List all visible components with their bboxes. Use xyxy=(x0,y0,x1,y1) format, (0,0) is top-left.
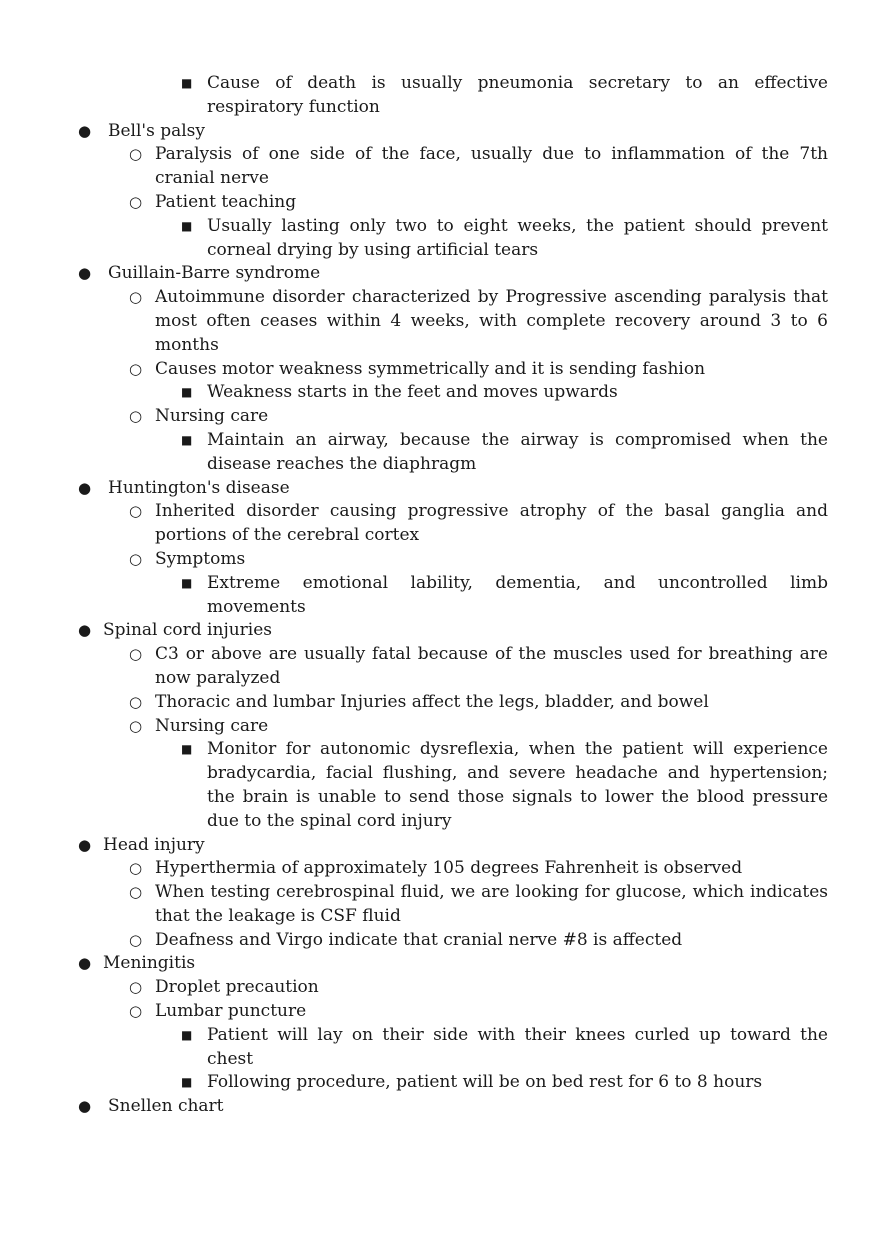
list-item-text: Extreme emotional lability, dementia, and uncontrolled limb movements xyxy=(207,572,828,617)
circle-bullet-icon: ○ xyxy=(129,407,143,426)
list-item xyxy=(181,1071,828,1095)
square-bullet-icon: ■ xyxy=(181,432,193,447)
list-item xyxy=(78,262,828,286)
list-item xyxy=(129,286,828,357)
list-item xyxy=(181,1024,828,1072)
list-item-text: Following procedure, patient will be on bed rest for 6 to 8 hours xyxy=(207,1072,763,1093)
list-item xyxy=(129,929,828,953)
square-bullet-icon: ■ xyxy=(181,76,193,90)
list-item-text: Symptoms xyxy=(155,548,246,569)
list-item xyxy=(129,548,828,572)
list-item xyxy=(78,952,828,976)
disc-bullet-icon: ● xyxy=(78,264,92,283)
list-item-text: Maintain an airway, because the airway is compromised when the disease reaches the diaphragm xyxy=(207,429,828,474)
list-item xyxy=(129,358,828,382)
list-item-text: Causes motor weakness symmetrically and it is sending fashion xyxy=(155,358,706,379)
list-item-text: Paralysis of one side of the face, usually due to inflammation of the 7th cranial nerve xyxy=(155,144,828,189)
list-item-text: Huntington's disease xyxy=(108,477,290,498)
disc-bullet-icon: ● xyxy=(78,1097,92,1116)
list-item xyxy=(78,1095,828,1119)
list-item-text: Nursing care xyxy=(155,406,269,427)
square-bullet-icon: ■ xyxy=(181,385,193,400)
circle-bullet-icon: ○ xyxy=(129,883,143,902)
list-item-text: Head injury xyxy=(103,834,205,855)
list-item-text: Hyperthermia of approximately 105 degrees Fahrenheit is observed xyxy=(155,858,743,879)
list-item-text: Patient will lay on their side with their knees curled up toward the chest xyxy=(207,1024,828,1069)
circle-bullet-icon: ○ xyxy=(129,930,143,949)
list-item-text: Usually lasting only two to eight weeks, the patient should prevent corneal drying by using artificial tears xyxy=(207,215,828,260)
list-item xyxy=(78,834,828,858)
list-item-text: Nursing care xyxy=(155,715,269,736)
square-bullet-icon: ■ xyxy=(181,218,193,233)
circle-bullet-icon: ○ xyxy=(129,1002,143,1021)
disc-bullet-icon: ● xyxy=(78,954,92,973)
list-item-text: Monitor for autonomic dysreflexia, when the patient will experience bradycardia, facial flushing, and severe headache and hypertension; the brain is unable to send those signals to lower the blood pressure due to the spinal cord injury xyxy=(207,739,828,831)
disc-bullet-icon: ● xyxy=(78,121,92,140)
bullet-list xyxy=(0,72,880,1119)
disc-bullet-icon: ● xyxy=(78,835,92,854)
square-bullet-icon: ■ xyxy=(181,1075,193,1090)
list-item xyxy=(129,500,828,548)
list-item xyxy=(181,738,828,833)
list-item xyxy=(78,120,828,144)
list-item-text: Snellen chart xyxy=(108,1096,224,1117)
list-item xyxy=(129,881,828,929)
list-item-text: C3 or above are usually fatal because of the muscles used for breathing are now paralyzed xyxy=(155,644,828,688)
list-item-text: Weakness starts in the feet and moves upwards xyxy=(207,382,618,403)
list-item-text: Spinal cord injuries xyxy=(103,620,273,641)
list-item xyxy=(129,143,828,191)
circle-bullet-icon: ○ xyxy=(129,145,143,164)
list-item xyxy=(78,619,828,643)
circle-bullet-icon: ○ xyxy=(129,859,143,878)
list-item xyxy=(129,1000,828,1024)
circle-bullet-icon: ○ xyxy=(129,359,143,378)
list-item xyxy=(129,191,828,215)
list-item-text: Deafness and Virgo indicate that cranial nerve #8 is affected xyxy=(155,929,683,950)
list-item-text: Lumbar puncture xyxy=(155,1001,307,1022)
list-item xyxy=(129,691,828,715)
list-item xyxy=(129,857,828,881)
circle-bullet-icon: ○ xyxy=(129,288,143,307)
list-item xyxy=(129,715,828,739)
list-item-text: Inherited disorder causing progressive atrophy of the basal ganglia and portions of the cerebral cortex xyxy=(155,501,828,546)
list-item xyxy=(181,381,828,405)
list-item xyxy=(78,477,828,501)
list-item xyxy=(129,976,828,1000)
square-bullet-icon: ■ xyxy=(181,742,193,757)
list-item xyxy=(181,572,828,620)
list-item-text: Meningitis xyxy=(103,953,196,974)
list-item xyxy=(181,429,828,477)
circle-bullet-icon: ○ xyxy=(129,645,143,664)
list-item xyxy=(129,405,828,429)
list-item-text: Cause of death is usually pneumonia secretary to an effective respiratory function xyxy=(207,73,828,117)
circle-bullet-icon: ○ xyxy=(129,502,143,521)
square-bullet-icon: ■ xyxy=(181,575,193,590)
list-item-text: When testing cerebrospinal fluid, we are looking for glucose, which indicates that the leakage is CSF fluid xyxy=(155,882,828,926)
circle-bullet-icon: ○ xyxy=(129,978,143,997)
disc-bullet-icon: ● xyxy=(78,621,92,640)
list-item-text: Droplet precaution xyxy=(155,977,319,998)
circle-bullet-icon: ○ xyxy=(129,549,143,568)
list-item xyxy=(129,643,828,691)
list-item xyxy=(181,215,828,263)
list-item-text: Patient teaching xyxy=(155,191,297,212)
list-item-text: Guillain-Barre syndrome xyxy=(108,263,321,284)
list-item-text: Bell's palsy xyxy=(108,120,206,141)
circle-bullet-icon: ○ xyxy=(129,716,143,735)
square-bullet-icon: ■ xyxy=(181,1027,193,1042)
list-item-text: Thoracic and lumbar Injuries affect the legs, bladder, and bowel xyxy=(155,691,709,712)
list-item-text: Autoimmune disorder characterized by Progressive ascending paralysis that most often ceases within 4 weeks, with complete recovery around 3 to 6 months xyxy=(155,287,828,355)
list-item xyxy=(181,72,828,120)
disc-bullet-icon: ● xyxy=(78,478,92,497)
circle-bullet-icon: ○ xyxy=(129,692,143,711)
circle-bullet-icon: ○ xyxy=(129,192,143,211)
